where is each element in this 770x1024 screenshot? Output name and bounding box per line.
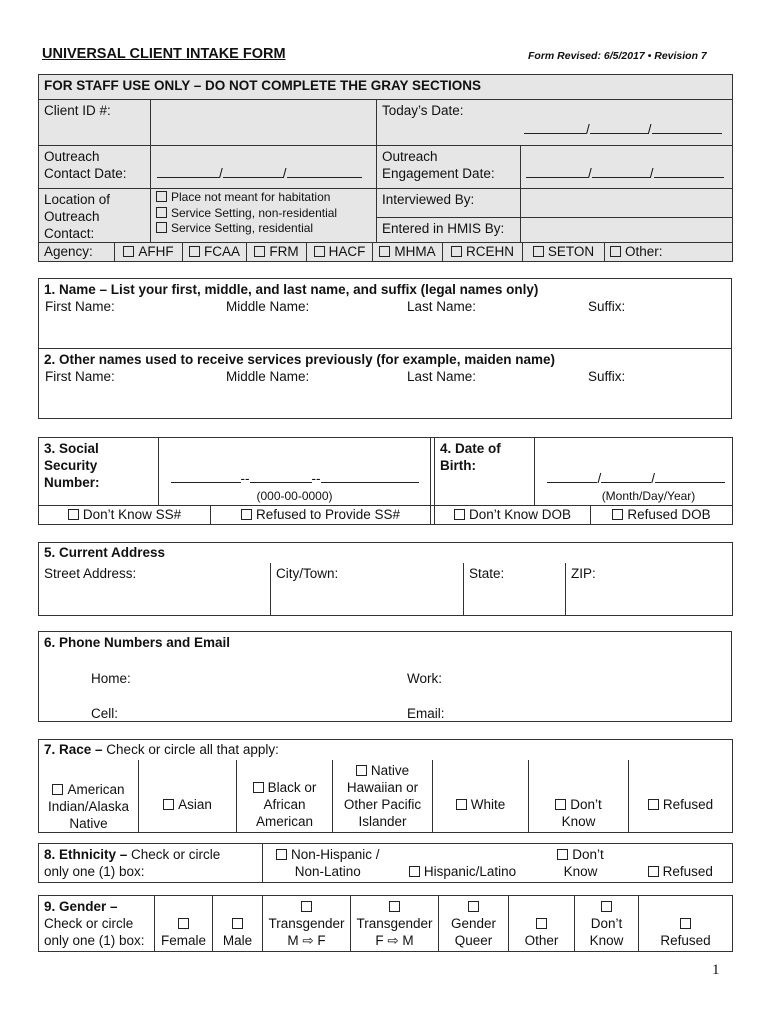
checkbox[interactable] [254,246,265,257]
option-label: Refused [662,797,714,812]
gender-other[interactable] [509,896,575,952]
checkbox[interactable] [123,246,134,257]
location-label-1: Location of [44,192,111,207]
checkbox[interactable] [409,866,420,877]
loc-option-label: Service Setting, residential [171,221,314,235]
gender-refused[interactable] [639,896,733,952]
option-label: Refused [662,864,713,879]
outreach-engagement-date-field[interactable] [521,146,733,189]
date-slash: / [649,166,654,181]
race-asian[interactable] [139,760,237,833]
race-black[interactable] [237,760,333,833]
option-label: Female [160,933,206,948]
checkbox[interactable] [178,918,189,929]
checkbox[interactable] [612,509,623,520]
gender-dont-know[interactable] [575,896,639,952]
option-label: Other Pacific [343,797,422,812]
race-white[interactable] [433,760,529,833]
phone-section [38,631,732,722]
loc-option-nonresidential[interactable] [156,206,371,222]
checkbox[interactable] [601,901,612,912]
outreach-contact-date-field[interactable] [151,146,377,189]
checkbox[interactable] [610,246,621,257]
last-name-label: Last Name: [407,299,477,314]
checkbox[interactable] [241,509,252,520]
checkbox[interactable] [232,918,243,929]
home-phone-label: Home: [91,671,131,686]
section-8-instruction: Check or circle [127,847,221,862]
street-label: Street Address: [44,566,137,581]
option-label: Hawaiian or [346,780,419,795]
ssn-dont-know-option[interactable] [39,506,211,525]
ssn-label-2: Security [44,458,98,473]
checkbox[interactable] [468,901,479,912]
zip-label: ZIP: [571,566,596,581]
outreach-contact-label-2: Contact Date: [44,166,127,181]
checkbox[interactable] [379,246,390,257]
race-dont-know[interactable] [529,760,629,833]
state-field[interactable] [464,563,566,615]
todays-date-field[interactable] [377,100,733,146]
ssn-dash: -- [240,471,250,486]
checkbox[interactable] [156,222,167,233]
checkbox[interactable] [536,918,547,929]
dob-slash: / [651,471,655,486]
option-label: Non-Latino [294,864,361,879]
agency-mhma[interactable] [373,243,443,262]
section-9-instruction-2: only one (1) box: [44,933,145,948]
agency-name: FCAA [203,244,240,259]
section-2-heading: 2. Other names used to receive services previously (for example, maiden name) [44,352,555,367]
option-label: Queer [454,933,493,948]
suffix-label: Suffix: [588,299,626,314]
zip-field[interactable] [566,563,733,615]
option-label: Native [69,816,108,831]
agency-frm[interactable] [247,243,307,262]
other-middle-name-label: Middle Name: [226,369,310,384]
ssn-dash: -- [311,471,321,486]
agency-name: RCEHN [465,244,514,259]
other-first-name-label: First Name: [45,369,115,384]
location-label-2: Outreach [44,209,100,224]
checkbox[interactable] [451,246,462,257]
dob-dont-know-option[interactable] [435,506,591,525]
checkbox[interactable] [156,207,167,218]
agency-name: AFHF [138,244,174,259]
ethnicity-section [38,843,733,883]
dob-label-1: 4. Date of [440,441,501,456]
option-label: Asian [178,797,212,812]
race-american-indian[interactable] [39,760,139,833]
outreach-contact-label-1: Outreach [44,149,100,164]
checkbox[interactable] [680,918,691,929]
agency-row [38,242,733,262]
agency-name: HACF [328,244,366,259]
checkbox[interactable] [557,849,568,860]
entered-hmis-field[interactable] [521,217,733,244]
loc-option-residential[interactable] [156,221,371,237]
checkbox[interactable] [314,246,325,257]
section-8-instruction-2: only one (1) box: [44,864,145,879]
section-6-heading: 6. Phone Numbers and Email [44,635,231,650]
checkbox[interactable] [156,191,167,202]
form-title: UNIVERSAL CLIENT INTAKE FORM [42,46,286,62]
date-slash: / [219,166,223,181]
gender-trans-mf[interactable] [263,896,351,952]
checkbox[interactable] [356,765,367,776]
agency-fcaa[interactable] [183,243,247,262]
dob-label-2: Birth: [440,458,476,473]
section-9-heading: 9. Gender – [44,899,118,914]
checkbox[interactable] [253,782,264,793]
option-label: Know [561,814,596,829]
revision-note: Form Revised: 6/5/2017 • Revision 7 [528,50,707,62]
checkbox[interactable] [52,784,63,795]
checkbox[interactable] [456,799,467,810]
ethnicity-dont-know[interactable] [533,844,629,883]
location-label-3: Contact: [44,226,95,241]
interviewed-by-label: Interviewed By: [377,189,521,218]
option-label: Transgender [268,916,345,931]
option-label: Other [524,933,559,948]
interviewed-by-field[interactable] [521,189,733,218]
option-label: American [67,782,125,797]
city-field[interactable] [271,563,464,615]
option-label: Don’t [570,797,602,812]
outreach-engagement-label-2: Engagement Date: [382,166,495,181]
option-label: Non-Hispanic / [290,847,380,862]
option-label: American [255,814,314,829]
option-label: African [263,797,306,812]
agency-other[interactable] [605,243,733,262]
loc-option-label: Place not meant for habitation [171,190,331,204]
ssn-label-1: 3. Social [44,441,99,456]
agency-name: FRM [269,244,299,259]
ssn-field[interactable] [159,438,431,506]
dob-field[interactable] [535,438,733,506]
agency-hacf[interactable] [307,243,373,262]
option-label: Know [589,933,624,948]
first-name-label: First Name: [45,299,115,314]
option-label: Refused [660,933,711,948]
checkbox[interactable] [301,901,312,912]
agency-name: MHMA [394,244,436,259]
checkbox[interactable] [389,901,400,912]
race-refused[interactable] [629,760,733,833]
ssn-label-3: Number: [44,475,100,490]
section-9-instruction: Check or circle [44,916,134,931]
names-section [38,278,732,419]
section-1-heading: 1. Name – List your first, middle, and last name, and suffix (legal names only) [44,282,539,297]
date-slash: / [586,122,590,137]
section-8-heading: 8. Ethnicity – [44,847,128,862]
section-7-instruction: Check or circle all that apply: [102,742,279,757]
dob-refused-option[interactable] [591,506,733,525]
agency-name: Other: [625,244,663,259]
agency-rcehn[interactable] [443,243,523,262]
other-suffix-label: Suffix: [588,369,626,384]
state-label: State: [469,566,505,581]
client-id-label: Client ID #: [39,100,151,146]
option-label: Indian/Alaska [47,799,130,814]
race-native-hawaiian[interactable] [333,760,433,833]
ethnicity-refused[interactable] [629,844,733,883]
gender-female[interactable] [155,896,213,952]
option-label: F ⇨ M [375,933,414,948]
email-label: Email: [407,706,445,721]
ethnicity-hispanic[interactable] [393,844,533,883]
date-slash: / [282,166,287,181]
dob-format: (Month/Day/Year) [601,489,696,503]
work-phone-label: Work: [407,671,443,686]
checkbox[interactable] [189,246,200,257]
option-label: Refused DOB [627,507,711,522]
date-slash: / [647,122,652,137]
agency-seton[interactable] [523,243,605,262]
option-label: Islander [358,814,407,829]
loc-option-habitation[interactable] [156,190,371,206]
date-slash: / [588,166,592,181]
checkbox[interactable] [533,246,544,257]
option-label: White [470,797,506,812]
dob-slash: / [597,471,602,486]
option-label: Don’t Know DOB [468,507,572,522]
checkbox[interactable] [276,849,287,860]
agency-name: SETON [547,244,595,259]
option-label: Don’t [590,916,623,931]
option-label: Don’t Know SS# [82,507,182,522]
checkbox[interactable] [454,509,465,520]
option-label: Hispanic/Latino [423,864,517,879]
entered-hmis-label: Entered in HMIS By: [377,217,521,244]
loc-option-label: Service Setting, non-residential [171,205,338,220]
option-label: M ⇨ F [287,933,326,948]
checkbox[interactable] [648,866,659,877]
ssn-dob-section [38,437,733,525]
option-label: Native [370,763,410,778]
legal-name-block [39,279,732,349]
checkbox[interactable] [555,799,566,810]
agency-label: Agency: [39,243,115,262]
staff-heading: FOR STAFF USE ONLY – DO NOT COMPLETE THE GRAY SECTIONS [39,75,733,100]
street-address-field[interactable] [39,563,271,615]
gender-queer[interactable] [439,896,509,952]
gender-male[interactable] [213,896,263,952]
agency-afhf[interactable] [115,243,183,262]
gender-trans-fm[interactable] [351,896,439,952]
ssn-refused-option[interactable] [211,506,431,525]
ssn-format: (000-00-0000) [256,489,333,503]
option-label: Male [222,933,253,948]
section-7-heading: 7. Race – [44,742,103,757]
todays-date-label: Today’s Date: [382,103,464,118]
other-names-block [39,349,732,419]
option-label: Don’t [572,847,604,862]
other-last-name-label: Last Name: [407,369,477,384]
cell-phone-label: Cell: [91,706,119,721]
gender-section [38,895,733,952]
ethnicity-non-hispanic[interactable] [263,844,393,883]
client-id-field[interactable] [151,100,377,146]
option-label: Black or [267,780,317,795]
city-label: City/Town: [276,566,339,581]
checkbox[interactable] [163,799,174,810]
outreach-engagement-label-1: Outreach [382,149,438,164]
checkbox[interactable] [68,509,79,520]
option-label: Know [563,864,598,879]
staff-section [38,74,733,245]
option-label: Refused to Provide SS# [255,507,401,522]
middle-name-label: Middle Name: [226,299,310,314]
option-label: Transgender [356,916,433,931]
address-section [38,542,733,616]
page-number: 1 [712,962,720,978]
option-label: Gender [450,916,497,931]
checkbox[interactable] [648,799,659,810]
section-5-heading: 5. Current Address [39,543,733,564]
race-section [38,739,733,833]
